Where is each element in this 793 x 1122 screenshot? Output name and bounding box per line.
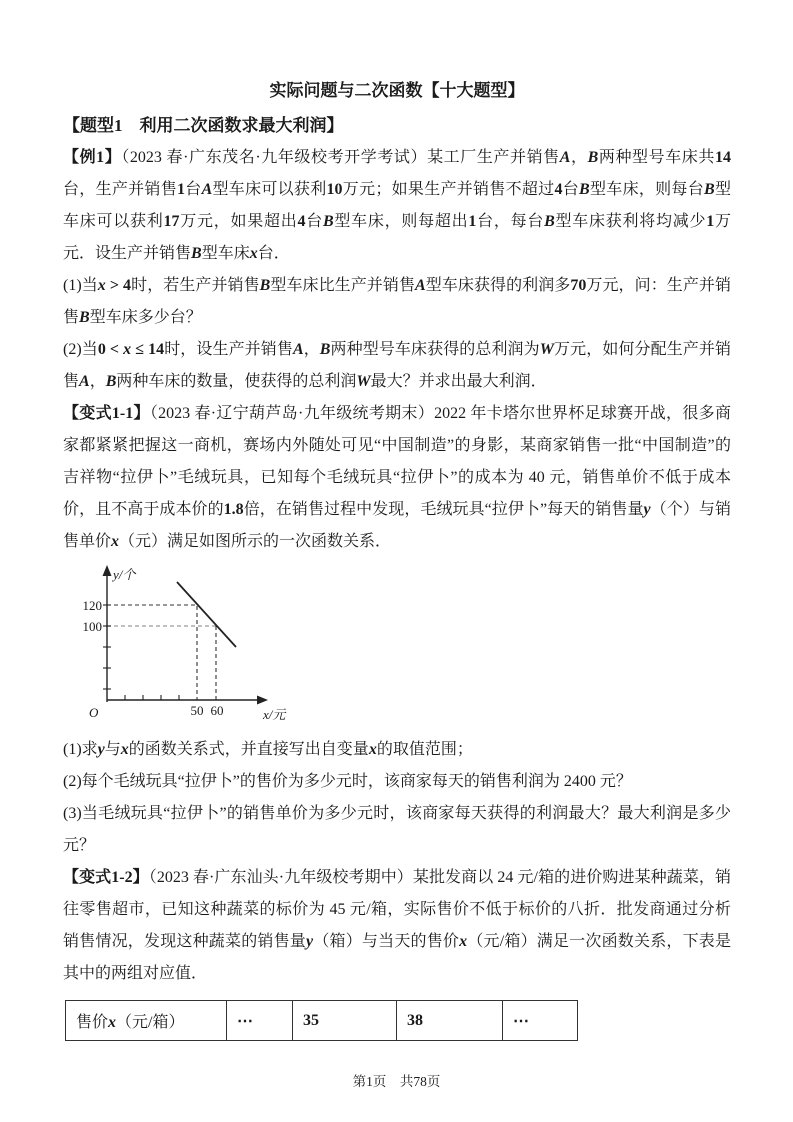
problem-v11-question-3: (3)当毛绒玩具“拉伊卜”的销售单价为多少元时，该商家每天获得的利润最大？最大利润是多少元？ bbox=[63, 805, 731, 854]
problem-v11-text: 【变式1-1】（2023 春·辽宁葫芦岛·九年级统考期末）2022 年卡塔尔世界杯足球赛开战，很多商家都紧紧把握这一商机，赛场内外随处可见“中国制造”的身影，某商家销售一批“中国制造”的吉祥物“拉伊卜”毛绒玩具，已知每个毛绒玩具“拉伊卜”的成本为 40 元，销售单价不低于成本价，且不高于成本价的1.8倍，在销售过程中发现，毛绒玩具“拉伊卜”每天的销售量y（个）与销售单价x（元）满足如图所示的一次函数关系． bbox=[63, 405, 731, 550]
x-tick-label-50: 50 bbox=[190, 703, 204, 718]
document-content bbox=[63, 80, 731, 1041]
function-line bbox=[177, 582, 236, 647]
x-tick-label-60: 60 bbox=[210, 703, 224, 718]
y-axis-arrow-icon bbox=[103, 565, 112, 576]
function-graph bbox=[75, 562, 310, 732]
problem-v11-question-2: (2)每个毛绒玩具“拉伊卜”的售价为多少元时，该商家每天的销售利润为 2400 元？ bbox=[63, 773, 632, 790]
origin-label: O bbox=[89, 705, 99, 720]
table-cell-38: 38 bbox=[397, 1001, 503, 1041]
y-tick-label-120: 120 bbox=[82, 598, 102, 613]
x-axis-label: x/元 bbox=[263, 707, 286, 722]
guide-120-50 bbox=[107, 605, 197, 700]
problem-v11-question-1: (1)求y与x的函数关系式，并直接写出自变量x的取值范围； bbox=[63, 741, 473, 758]
problem-v12-text: 【变式1-2】（2023 春·广东汕头·九年级校考期中）某批发商以 24 元/箱的进价购进某种蔬菜，销往零售超市，已知这种蔬菜的标价为 45 元/箱，实际售价不低于标价的八折．批发商通过分析销售情况，发现这种蔬菜的销售量y（箱）与当天的售价x（元/箱）满足一次函数关系，下表是其中的两组对应值． bbox=[63, 869, 731, 982]
table-cell-35: 35 bbox=[293, 1001, 397, 1041]
problem-ex1-text: 【例1】（2023 春·广东茂名·九年级校考开学考试）某工厂生产并销售A，B两种型号车床共14台，生产并销售1台A型车床可以获利10万元；如果生产并销售不超过4台B型车床，则每台B型车床可以获利17万元，如果超出4台B型车床，则每超出1台，每台B型车床获利将均减少1万元．设生产并销售B型车床x台． bbox=[63, 149, 731, 262]
y-axis-label: y/个 bbox=[113, 567, 136, 582]
problem-ex1-question-1: (1)当x > 4时，若生产并销售B型车床比生产并销售A型车床获得的利润多70万元，问：生产并销售B型车床多少台？ bbox=[63, 277, 731, 326]
table-cell-price-header: 售价x（元/箱） bbox=[66, 1001, 227, 1041]
table-row bbox=[66, 1001, 578, 1041]
section-heading: 【题型1 利用二次函数求最大利润】 bbox=[63, 116, 344, 135]
x-axis-arrow-icon bbox=[257, 696, 268, 705]
page-title: 实际问题与二次函数【十大题型】 bbox=[269, 81, 525, 100]
table-cell-ellipsis: ⋯ bbox=[503, 1001, 578, 1041]
problem-ex1-question-2: (2)当0 < x ≤ 14时，设生产并销售A，B两种型号车床获得的总利润为W万元，如何分配生产并销售A，B两种车床的数量，使获得的总利润W最大？并求出最大利润． bbox=[63, 341, 731, 390]
line-chart bbox=[75, 562, 310, 727]
y-tick-label-100: 100 bbox=[82, 619, 102, 634]
table-cell-ellipsis: ⋯ bbox=[227, 1001, 293, 1041]
page-footer: 第1页 共78页 bbox=[352, 1074, 441, 1089]
price-table bbox=[65, 1000, 578, 1041]
